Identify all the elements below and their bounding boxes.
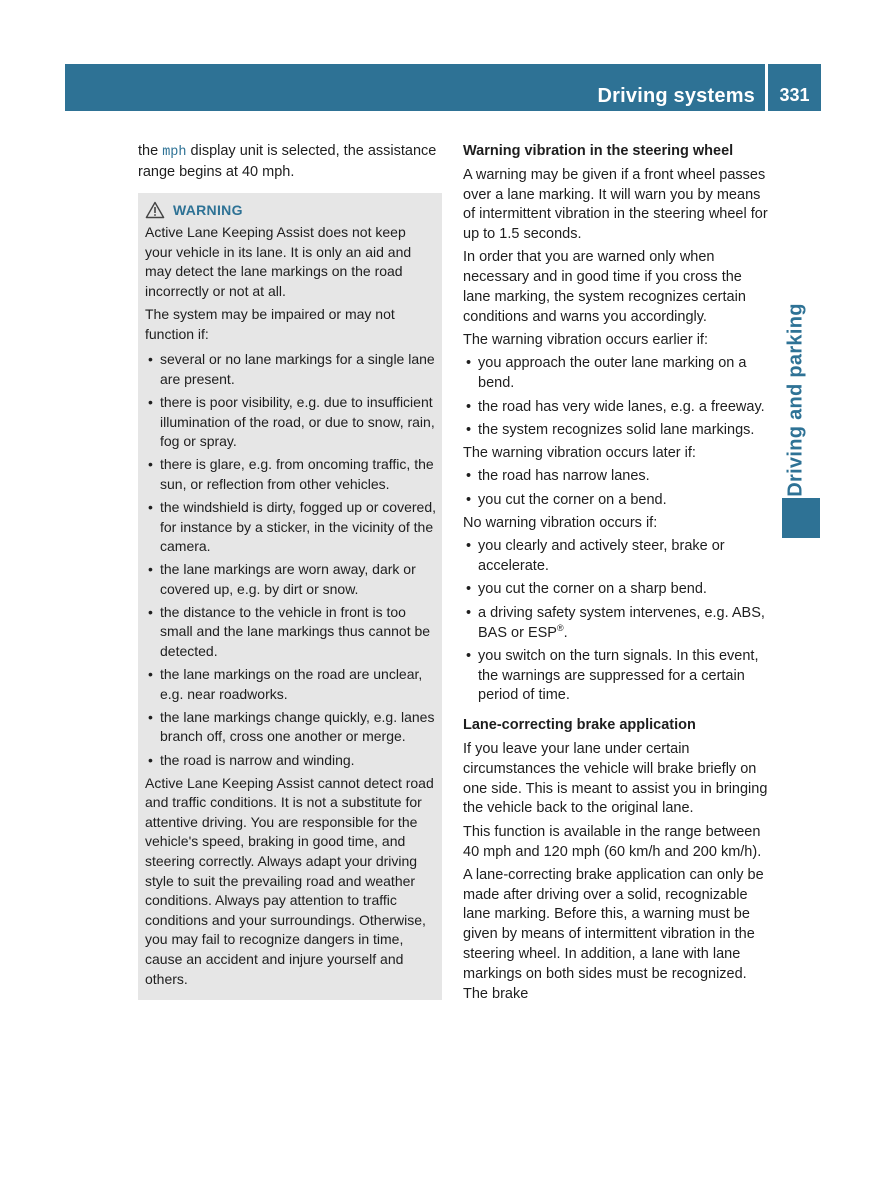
list-item: • the windshield is dirty, fogged up or covered, for instance by a sticker, in the vicinity of the camera. (145, 498, 436, 557)
brake-para-3: A lane-correcting brake application can only be made after driving over a solid, recognizable lane marking. Before this, a warning must be given by means of intermittent vibration in the steering wheel. In addition, a lane with lane markings on both sides must be recognized. The brake (463, 866, 764, 1002)
safety-system-text: a driving safety system intervenes, e.g. ABS, BAS or ESP (478, 604, 765, 641)
warning-triangle-icon (145, 201, 167, 219)
vibration-para-2: In order that you are warned only when necessary and in good time if you cross the lane marking, the system recognizes certain conditions and warns you accordingly. (463, 249, 746, 325)
list-item: • the road has very wide lanes, e.g. a freeway. (463, 398, 773, 418)
warning-para-2: The system may be impaired or may not function if: (145, 306, 395, 342)
vibration-heading: Warning vibration in the steering wheel (463, 143, 734, 159)
list-item: • you switch on the turn signals. In this event, the warnings are suppressed for a certain period of time. (463, 647, 773, 706)
page-header (65, 64, 821, 111)
page-number: 331 (779, 85, 810, 105)
warning-box (138, 193, 442, 1000)
intro-before: the (138, 143, 163, 159)
list-item: • you cut the corner on a bend. (463, 491, 773, 511)
registered-mark: ® (556, 622, 564, 633)
warning-heading (145, 201, 436, 221)
list-item: • the lane markings change quickly, e.g. lanes branch off, cross one another or merge. (145, 708, 436, 747)
list-item: • the road has narrow lanes. (463, 467, 773, 487)
list-item: • the distance to the vehicle in front is too small and the lane markings thus cannot be detected. (145, 603, 436, 662)
list-item: • there is poor visibility, e.g. due to insufficient illumination of the road, or due to snow, rain, fog or spray. (145, 393, 436, 452)
warning-label: WARNING (173, 201, 243, 218)
later-intro: The warning vibration occurs later if: (463, 445, 696, 462)
none-intro: No warning vibration occurs if: (463, 515, 658, 532)
mph-unit: mph (162, 145, 187, 160)
safety-system-end: . (563, 624, 568, 641)
brake-para-2: This function is available in the range between 40 mph and 120 mph (60 km/h and 200 km/h). (463, 823, 762, 860)
left-column (138, 142, 442, 1000)
intro-paragraph (138, 142, 442, 183)
list-item: • the road is narrow and winding. (145, 751, 436, 771)
earlier-list (463, 354, 773, 440)
brake-heading: Lane-correcting brake application (463, 717, 696, 734)
chapter-tab-marker (782, 498, 820, 538)
none-list (463, 537, 773, 706)
vibration-para-1: A warning may be given if a front wheel passes over a lane marking. It will warn you by means of intermittent vibration in the steering wheel for up to 1.5 seconds. (463, 166, 768, 243)
right-column (463, 142, 773, 1008)
list-item: • the system recognizes solid lane markings. (463, 421, 773, 441)
impairment-list (145, 350, 436, 770)
list-item (463, 604, 773, 644)
list-item: • the lane markings are worn away, dark or covered up, e.g. by dirt or snow. (145, 560, 436, 599)
list-item: • you approach the outer lane marking on a bend. (463, 354, 773, 394)
section-title: Driving systems (597, 85, 755, 107)
list-item: • you cut the corner on a sharp bend. (463, 580, 773, 600)
warning-para-1: Active Lane Keeping Assist does not keep your vehicle in its lane. It is only an aid and may detect the lane markings on the road incorrectly or not at all. (145, 224, 412, 299)
list-item: • there is glare, e.g. from oncoming traffic, the sun, or reflection from other vehicles. (145, 455, 436, 494)
intro-after: display unit is selected, the assistance range begins at 40 mph. (138, 143, 437, 180)
chapter-side-tab: Driving and parking (784, 303, 807, 497)
list-item: • you clearly and actively steer, brake or accelerate. (463, 537, 773, 577)
list-item: • several or no lane markings for a single lane are present. (145, 350, 436, 389)
later-list (463, 467, 773, 510)
earlier-intro: The warning vibration occurs earlier if: (463, 332, 708, 349)
list-item: • the lane markings on the road are unclear, e.g. near roadworks. (145, 665, 436, 704)
brake-para-1: If you leave your lane under certain circumstances the vehicle will brake briefly on one side. This is meant to assist you in bringing the vehicle back to the original lane. (463, 741, 768, 817)
warning-para-3: Active Lane Keeping Assist cannot detect road and traffic conditions. It is not a substitute for attentive driving. You are responsible for the vehicle's speed, braking in good time, and steering correctly. Always adapt your driving style to suit the prevailing road and weather conditions. Always pay attention to traffic conditions and your surroundings. Otherwise, you may fail to recognize dangers in time, cause an accident and injure yourself and others. (145, 774, 434, 987)
